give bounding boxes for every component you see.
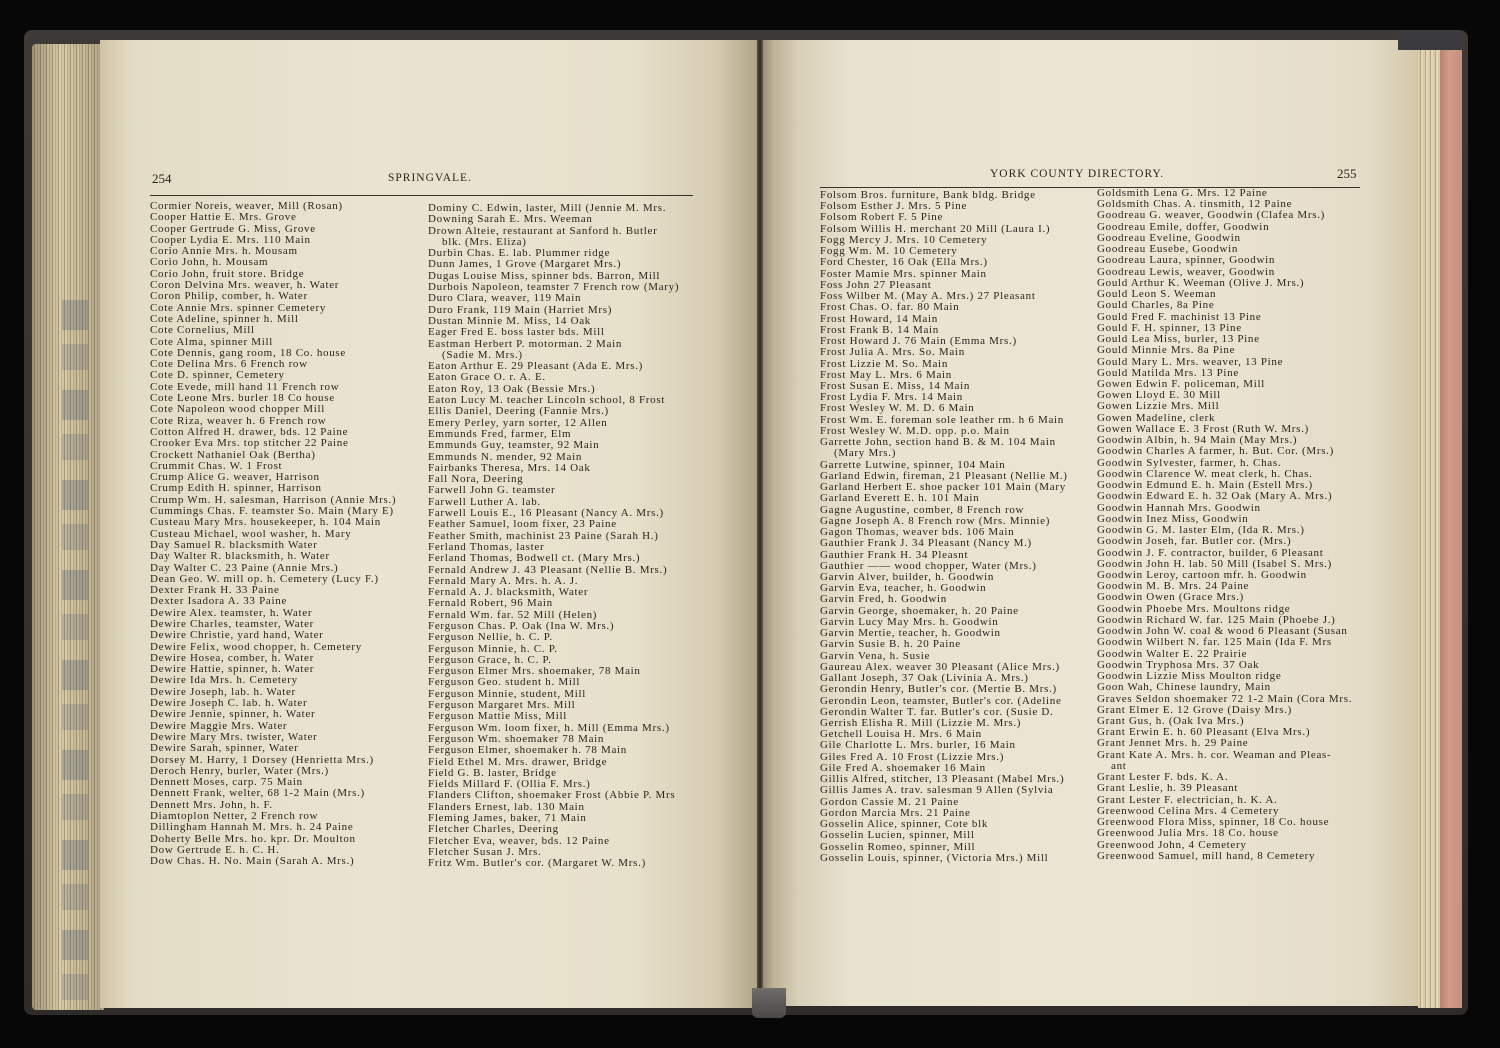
directory-entry: Fleming James, baker, 71 Main xyxy=(428,812,587,825)
directory-entry: Cote Evede, mill hand 11 French row xyxy=(150,380,340,393)
directory-entry: Gould Lea Miss, burler, 13 Pine xyxy=(1097,333,1260,346)
directory-entry: Garvin Alver, builder, h. Goodwin xyxy=(820,570,995,583)
directory-entry: Flanders Ernest, lab. 130 Main xyxy=(428,800,585,813)
directory-entry: Fritz Wm. Butler's cor. (Margaret W. Mrs.) xyxy=(428,857,646,870)
directory-entry: Goodwin Richard W. far. 125 Main (Phoebe J.) xyxy=(1097,613,1336,626)
directory-entry: Dewire Charles, teamster, Water xyxy=(150,617,315,630)
directory-entry: Cote Adeline, spinner h. Mill xyxy=(150,312,299,325)
directory-entry: Cote Annie Mrs. spinner Cemetery xyxy=(150,301,327,314)
directory-entry: Giles Fred A. 10 Frost (Lizzie Mrs.) xyxy=(820,750,1005,763)
directory-entry: Emery Perley, yarn sorter, 12 Allen xyxy=(428,416,608,429)
directory-entry: Goodwin John H. lab. 50 Mill (Isabel S. Mrs.) xyxy=(1097,557,1332,570)
directory-entry: Frost Chas. O. far. 80 Main xyxy=(820,301,960,314)
directory-entry: Ferguson Wm. shoemaker 78 Main xyxy=(428,732,605,745)
directory-entry: Crummit Chas. W. 1 Frost xyxy=(150,459,283,472)
directory-entry: Gosselin Romeo, spinner, Mill xyxy=(820,840,976,853)
directory-column-right-1 xyxy=(820,190,1090,866)
directory-entry: Gowen Lloyd E. 30 Mill xyxy=(1097,389,1221,402)
directory-entry: Garvin Fred, h. Goodwin xyxy=(820,593,948,606)
directory-entry: Garrette Lutwine, spinner, 104 Main xyxy=(820,458,1006,471)
directory-entry: Feather Samuel, loom fixer, 23 Paine xyxy=(428,518,617,531)
directory-entry: Frost Howard J. 76 Main (Emma Mrs.) xyxy=(820,335,1017,348)
directory-column-left-1 xyxy=(150,201,422,871)
cover-edge xyxy=(1440,48,1462,1008)
directory-entry: Dominy C. Edwin, laster, Mill (Jennie M. Mrs. xyxy=(428,203,667,214)
directory-entry: Goldsmith Chas. A. tinsmith, 12 Paine xyxy=(1097,198,1293,211)
directory-entry: Goodwin J. F. contractor, builder, 6 Pleasant xyxy=(1097,546,1324,559)
directory-entry: Grant Lester F. electrician, h. K. A. xyxy=(1097,793,1278,806)
directory-entry: Frost Julia A. Mrs. So. Main xyxy=(820,346,965,359)
directory-entry: Dorsey M. Harry, 1 Dorsey (Henrietta Mrs.) xyxy=(150,753,374,766)
directory-entry: Corio Annie Mrs. h. Mousam xyxy=(150,245,298,258)
directory-entry: Gerondin Leon, teamster, Butler's cor. (Adeline xyxy=(820,694,1062,707)
directory-entry: Gile Charlotte L. Mrs. burler, 16 Main xyxy=(820,739,1016,752)
directory-entry: Garvin Eva, teacher, h. Goodwin xyxy=(820,582,987,595)
directory-entry: Frost Howard, 14 Main xyxy=(820,312,938,325)
directory-entry: Gordon Cassie M. 21 Paine xyxy=(820,795,959,808)
directory-entry: Coron Delvina Mrs. weaver, h. Water xyxy=(150,279,340,292)
directory-entry: Fields Millard F. (Ollia F. Mrs.) xyxy=(428,778,591,791)
bookmark-ribbon xyxy=(752,988,786,1018)
directory-entry: Goodwin Sylvester, farmer, h. Chas. xyxy=(1097,456,1282,469)
directory-entry: Ferguson Geo. student h. Mill xyxy=(428,676,581,689)
directory-entry: Gosselin Louis, spinner, (Victoria Mrs.) Mill xyxy=(820,851,1049,864)
directory-entry: Dewire Joseph, lab. h. Water xyxy=(150,685,296,698)
directory-entry: Goodreau Eusebe, Goodwin xyxy=(1097,243,1239,256)
directory-entry: Fletcher Eva, weaver, bds. 12 Paine xyxy=(428,834,610,847)
directory-entry: Cote Napoleon wood chopper Mill xyxy=(150,403,326,416)
directory-entry: Grant Erwin E. h. 60 Pleasant (Elva Mrs.) xyxy=(1097,726,1311,739)
directory-entry: Gowen Madeline, clerk xyxy=(1097,411,1216,424)
directory-entry: Ellis Daniel, Deering (Fannie Mrs.) xyxy=(428,405,609,418)
directory-entry: Goldsmith Lena G. Mrs. 12 Paine xyxy=(1097,188,1268,199)
directory-entry: Frost May L. Mrs. 6 Main xyxy=(820,368,952,381)
directory-entry: Cote D. spinner, Cemetery xyxy=(150,369,285,382)
directory-entry: Cummings Chas. F. teamster So. Main (Mary E) xyxy=(150,505,394,518)
directory-entry: Dunn James, 1 Grove (Margaret Mrs.) xyxy=(428,258,622,271)
directory-entry: Frost Wm. E. foreman sole leather rm. h 6 Main xyxy=(820,413,1065,426)
directory-column-left-2 xyxy=(428,203,696,871)
directory-entry: Goon Wah, Chinese laundry, Main xyxy=(1097,681,1271,694)
directory-entry: Frost Lydia F. Mrs. 14 Main xyxy=(820,391,963,404)
directory-entry: Goodwin Walter E. 22 Prairie xyxy=(1097,647,1248,660)
directory-entry: Dewire Felix, wood chopper, h. Cemetery xyxy=(150,640,362,653)
directory-entry: Foss John 27 Pleasant xyxy=(820,278,932,291)
directory-entry: Dewire Mary Mrs. twister, Water xyxy=(150,730,318,743)
directory-entry: Ferguson Wm. loom fixer, h. Mill (Emma Mrs.) xyxy=(428,721,670,734)
directory-entry: Durbin Chas. E. lab. Plummer ridge xyxy=(428,247,611,260)
directory-entry: Dewire Sarah, spinner, Water xyxy=(150,742,299,755)
directory-entry: Garvin Lucy May Mrs. h. Goodwin xyxy=(820,615,999,628)
directory-entry: Goodreau Lewis, weaver, Goodwin xyxy=(1097,265,1275,278)
directory-entry: Fernald Mary A. Mrs. h. A. J. xyxy=(428,574,579,587)
directory-entry: Diamtoplon Netter, 2 French row xyxy=(150,810,319,823)
directory-entry: Gowen Lizzie Mrs. Mill xyxy=(1097,400,1220,413)
directory-entry: Greenwood John, 4 Cemetery xyxy=(1097,838,1247,851)
directory-entry: Fletcher Charles, Deering xyxy=(428,823,559,836)
directory-entry: Gerondin Henry, Butler's cor. (Mertie B. Mrs.) xyxy=(820,683,1057,696)
directory-entry: Garvin Susie B. h. 20 Paine xyxy=(820,638,961,651)
directory-entry: Fairbanks Theresa, Mrs. 14 Oak xyxy=(428,461,591,474)
directory-entry: Fletcher Susan J. Mrs. xyxy=(428,845,542,858)
directory-entry: Frost Lizzie M. So. Main xyxy=(820,357,949,370)
directory-entry: Folsom Esther J. Mrs. 5 Pine xyxy=(820,200,968,213)
directory-entry: Frost Wesley W. M.D. opp. p.o. Main xyxy=(820,424,1010,437)
directory-entry: Dow Chas. H. No. Main (Sarah A. Mrs.) xyxy=(150,855,355,868)
directory-entry: Goodwin Leroy, cartoon mfr. h. Goodwin xyxy=(1097,568,1307,581)
directory-entry: Frost Frank B. 14 Main xyxy=(820,323,939,336)
directory-entry: Cormier Noreis, weaver, Mill (Rosan) xyxy=(150,201,343,212)
directory-entry: (Mary Mrs.) xyxy=(834,447,897,460)
directory-entry: Durbois Napoleon, teamster 7 French row (Mary) xyxy=(428,281,680,294)
directory-entry: Goodwin Edmund E. h. Main (Estell Mrs.) xyxy=(1097,479,1313,492)
directory-entry: Goodreau Laura, spinner, Goodwin xyxy=(1097,254,1276,267)
directory-entry: Gagne Joseph A. 8 French row (Mrs. Minnie) xyxy=(820,514,1051,527)
page-number-right: 255 xyxy=(1337,166,1357,181)
directory-entry: Fernald A. J. blacksmith, Water xyxy=(428,586,589,599)
directory-entry: Gillis James A. trav. salesman 9 Allen (Sylvia xyxy=(820,784,1054,797)
directory-entry: Feather Smith, machinist 23 Paine (Sarah H.) xyxy=(428,529,659,542)
directory-entry: (Sadie M. Mrs.) xyxy=(442,348,523,361)
directory-entry: Duro Clara, weaver, 119 Main xyxy=(428,292,582,305)
directory-entry: Graves Seldon shoemaker 72 1-2 Main (Cora Mrs. xyxy=(1097,692,1353,705)
directory-entry: Goodreau G. weaver, Goodwin (Clafea Mrs.) xyxy=(1097,209,1326,222)
directory-entry: Emmunds Guy, teamster, 92 Main xyxy=(428,439,600,452)
directory-entry: Frost Wesley W. M. D. 6 Main xyxy=(820,402,975,415)
directory-entry: Eaton Grace O. r. A. E. xyxy=(428,371,546,384)
directory-entry: Garvin Mertie, teacher, h. Goodwin xyxy=(820,627,1001,640)
directory-entry: Foster Mamie Mrs. spinner Main xyxy=(820,267,987,280)
directory-entry: Garvin George, shoemaker, h. 20 Paine xyxy=(820,604,1019,617)
directory-entry: Dewire Alex. teamster, h. Water xyxy=(150,606,313,619)
directory-entry: Goodwin Edward E. h. 32 Oak (Mary A. Mrs.) xyxy=(1097,490,1333,503)
directory-entry: Gile Fred A. shoemaker 16 Main xyxy=(820,761,986,774)
directory-entry: Farwell Luther A. lab. xyxy=(428,495,541,508)
cover-corner xyxy=(1398,30,1462,50)
directory-entry: Grant Leslie, h. 39 Pleasant xyxy=(1097,782,1239,795)
directory-entry: Gould Fred F. machinist 13 Pine xyxy=(1097,310,1262,323)
directory-entry: Crump Alice G. weaver, Harrison xyxy=(150,471,320,484)
directory-entry: Deroch Henry, burler, Water (Mrs.) xyxy=(150,764,329,777)
book-gutter xyxy=(757,40,763,1008)
directory-entry: Cooper Lydia E. Mrs. 110 Main xyxy=(150,233,311,246)
directory-entry: Folsom Robert F. 5 Pine xyxy=(820,211,944,224)
directory-entry: Duro Frank, 119 Main (Harriet Mrs) xyxy=(428,303,613,316)
running-head-right: YORK COUNTY DIRECTORY. xyxy=(990,168,1165,180)
directory-entry: Foss Wilber M. (May A. Mrs.) 27 Pleasant xyxy=(820,290,1036,303)
directory-entry: Goodreau Emile, doffer, Goodwin xyxy=(1097,220,1270,233)
directory-entry: Ferguson Minnie, h. C. P. xyxy=(428,642,558,655)
directory-entry: Goodwin Joseh, far. Butler cor. (Mrs.) xyxy=(1097,535,1292,548)
directory-entry: Day Walter R. blacksmith, h. Water xyxy=(150,550,330,563)
directory-entry: Dewire Jennie, spinner, h. Water xyxy=(150,708,316,721)
directory-entry: Dustan Minnie M. Miss, 14 Oak xyxy=(428,314,591,327)
directory-entry: Fernald Robert, 96 Main xyxy=(428,597,553,610)
directory-entry: Emmunds N. mender, 92 Main xyxy=(428,450,583,463)
directory-entry: Dennett Mrs. John, h. F. xyxy=(150,798,273,811)
directory-entry: Gould Leon S. Weeman xyxy=(1097,288,1217,301)
directory-entry: Fernald Andrew J. 43 Pleasant (Nellie B. Mrs.) xyxy=(428,563,668,576)
directory-entry: Fogg Wm. M. 10 Cemetery xyxy=(820,245,958,258)
directory-entry: Cote Alma, spinner Mill xyxy=(150,335,274,348)
directory-entry: Ferguson Chas. P. Oak (Ina W. Mrs.) xyxy=(428,619,615,632)
directory-entry: Grant Lester F. bds. K. A. xyxy=(1097,771,1229,784)
directory-entry: Emmunds Fred, farmer, Elm xyxy=(428,427,572,440)
directory-entry: Downing Sarah E. Mrs. Weeman xyxy=(428,213,593,226)
directory-entry: Gould F. H. spinner, 13 Pine xyxy=(1097,321,1242,334)
directory-entry: Gauthier —— wood chopper, Water (Mrs.) xyxy=(820,559,1037,572)
directory-column-right-2 xyxy=(1097,188,1359,866)
directory-entry: Ferguson Mattie Miss, Mill xyxy=(428,710,568,723)
directory-entry: Goodwin Lizzie Miss Moulton ridge xyxy=(1097,670,1282,683)
directory-entry: Dexter Frank H. 33 Paine xyxy=(150,584,280,597)
page-number-left: 254 xyxy=(152,171,172,186)
directory-entry: Goodwin Charles A farmer, h. But. Cor. (Mrs.) xyxy=(1097,445,1334,458)
directory-entry: Dennett Moses, carp. 75 Main xyxy=(150,776,303,789)
directory-entry: Gerrish Elisha R. Mill (Lizzie M. Mrs.) xyxy=(820,717,1022,730)
directory-entry: Ferguson Minnie, student, Mill xyxy=(428,687,586,700)
directory-entry: Ford Chester, 16 Oak (Ella Mrs.) xyxy=(820,256,988,269)
directory-entry: Crump Wm. H. salesman, Harrison (Annie Mrs.) xyxy=(150,493,397,506)
directory-entry: Cotton Alfred H. drawer, bds. 12 Paine xyxy=(150,425,349,438)
directory-entry: Gordon Marcia Mrs. 21 Paine xyxy=(820,806,971,819)
directory-entry: Folsom Willis H. merchant 20 Mill (Laura I.) xyxy=(820,222,1051,235)
directory-entry: Day Samuel R. blacksmith Water xyxy=(150,538,318,551)
directory-entry: Cote Delina Mrs. 6 French row xyxy=(150,358,308,371)
directory-entry: Gallant Joseph, 37 Oak (Livinia A. Mrs.) xyxy=(820,672,1029,685)
directory-entry: Ferguson Grace, h. C. P. xyxy=(428,653,552,666)
directory-entry: Cooper Hattie E. Mrs. Grove xyxy=(150,211,297,224)
directory-entry: Gosselin Lucien, spinner, Mill xyxy=(820,829,975,842)
directory-entry: Grant Kate A. Mrs. h. cor. Weaman and Pleas- xyxy=(1097,748,1332,761)
directory-entry: Garrette John, section hand B. & M. 104 Main xyxy=(820,436,1056,449)
directory-entry: Goodwin Phoebe Mrs. Moultons ridge xyxy=(1097,602,1291,615)
directory-entry: Field G. B. laster, Bridge xyxy=(428,766,557,779)
directory-entry: Ferguson Elmer Mrs. shoemaker, 78 Main xyxy=(428,665,641,678)
header-rule-left xyxy=(150,195,693,196)
directory-entry: Dexter Isadora A. 33 Paine xyxy=(150,595,288,608)
directory-entry: Drown Alteie, restaurant at Sanford h. Butler xyxy=(428,224,658,237)
directory-entry: Getchell Louisa H. Mrs. 6 Main xyxy=(820,728,982,741)
fore-edge-print xyxy=(62,300,88,1000)
directory-entry: Goodwin M. B. Mrs. 24 Paine xyxy=(1097,580,1250,593)
page-block-right-edge xyxy=(1418,46,1442,1008)
directory-entry: Eaton Lucy M. teacher Lincoln school, 8 Frost xyxy=(428,394,666,407)
directory-entry: Fogg Mercy J. Mrs. 10 Cemetery xyxy=(820,233,988,246)
directory-entry: Cote Dennis, gang room, 18 Co. house xyxy=(150,346,346,359)
directory-entry: Gauthier Frank J. 34 Pleasant (Nancy M.) xyxy=(820,537,1032,550)
directory-entry: Goodwin Owen (Grace Mrs.) xyxy=(1097,591,1245,604)
directory-entry: Ferland Thomas, Bodwell ct. (Mary Mrs.) xyxy=(428,552,641,565)
directory-entry: Dewire Christie, yard hand, Water xyxy=(150,629,324,642)
directory-entry: Ferguson Margaret Mrs. Mill xyxy=(428,699,576,712)
directory-entry: Grant Gus, h. (Oak Iva Mrs.) xyxy=(1097,715,1245,728)
directory-entry: Gagon Thomas, weaver bds. 106 Main xyxy=(820,526,1015,539)
directory-entry: Day Walter C. 23 Paine (Annie Mrs.) xyxy=(150,561,339,574)
directory-entry: Gaureau Alex. weaver 30 Pleasant (Alice Mrs.) xyxy=(820,660,1060,673)
directory-entry: Fall Nora, Deering xyxy=(428,473,524,486)
directory-entry: Eager Fred E. boss laster bds. Mill xyxy=(428,326,605,339)
running-head-left: SPRINGVALE. xyxy=(388,172,472,184)
directory-entry: Dewire Maggie Mrs. Water xyxy=(150,719,288,732)
directory-entry: Cote Cornelius, Mill xyxy=(150,324,255,337)
directory-entry: Goodwin G. M. laster Elm, (Ida R. Mrs.) xyxy=(1097,524,1305,537)
directory-entry: Garland Herbert E. shoe packer 101 Main (Mary xyxy=(820,481,1066,494)
directory-entry: Goodwin Clarence W. meat clerk, h. Chas. xyxy=(1097,467,1313,480)
directory-entry: Frost Susan E. Miss, 14 Main xyxy=(820,379,971,392)
directory-entry: Gould Minnie Mrs. 8a Pine xyxy=(1097,344,1236,357)
directory-entry: Field Ethel M. Mrs. drawer, Bridge xyxy=(428,755,608,768)
directory-entry: Dewire Hosea, comber, h. Water xyxy=(150,651,314,664)
directory-entry: Garland Edwin, fireman, 21 Pleasant (Nellie M.) xyxy=(820,469,1068,482)
directory-entry: Folsom Bros. furniture, Bank bldg. Bridge xyxy=(820,190,1036,201)
directory-entry: Dennett Frank, welter, 68 1-2 Main (Mrs.) xyxy=(150,787,365,800)
directory-entry: Goodwin Inez Miss, Goodwin xyxy=(1097,512,1249,525)
directory-entry: Gowen Wallace E. 3 Frost (Ruth W. Mrs.) xyxy=(1097,422,1309,435)
directory-entry: Cote Riza, weaver h. 6 French row xyxy=(150,414,327,427)
directory-entry: Garvin Vena, h. Susie xyxy=(820,649,931,662)
directory-entry: Gould Mary L. Mrs. weaver, 13 Pine xyxy=(1097,355,1284,368)
directory-entry: Gould Arthur K. Weeman (Olive J. Mrs.) xyxy=(1097,276,1305,289)
directory-entry: Goodwin Albin, h. 94 Main (May Mrs.) xyxy=(1097,434,1298,447)
directory-entry: Goodwin Wilbert N. far. 125 Main (Ida F. Mrs xyxy=(1097,636,1332,649)
directory-entry: Gould Matilda Mrs. 13 Pine xyxy=(1097,366,1239,379)
directory-entry: Crooker Eva Mrs. top stitcher 22 Paine xyxy=(150,437,349,450)
directory-entry: Greenwood Julia Mrs. 18 Co. house xyxy=(1097,827,1279,840)
directory-entry: Goodreau Eveline, Goodwin xyxy=(1097,231,1241,244)
directory-entry: Greenwood Flora Miss, spinner, 18 Co. house xyxy=(1097,816,1330,829)
directory-entry: Gauthier Frank H. 34 Pleasnt xyxy=(820,548,969,561)
directory-entry: Custeau Mary Mrs. housekeeper, h. 104 Main xyxy=(150,516,381,529)
directory-entry: Coron Philip, comber, h. Water xyxy=(150,290,308,303)
directory-entry: Greenwood Celina Mrs. 4 Cemetery xyxy=(1097,804,1280,817)
directory-entry: Garland Everett E. h. 101 Main xyxy=(820,492,980,505)
directory-entry: Doherty Belle Mrs. ho. kpr. Dr. Moulton xyxy=(150,832,356,845)
directory-entry: Grant Elmer E. 12 Grove (Daisy Mrs.) xyxy=(1097,703,1293,716)
directory-entry: Grant Jennet Mrs. h. 29 Paine xyxy=(1097,737,1249,750)
directory-entry: Dillingham Hannah M. Mrs. h. 24 Paine xyxy=(150,821,354,834)
directory-entry: Dewire Joseph C. lab. h. Water xyxy=(150,697,308,710)
directory-entry: Corio John, fruit store. Bridge xyxy=(150,267,305,280)
directory-entry: Ferguson Nellie, h. C. P. xyxy=(428,631,553,644)
directory-entry: Gosselin Alice, spinner, Cote blk xyxy=(820,818,989,831)
directory-entry: Ferguson Elmer, shoemaker h. 78 Main xyxy=(428,744,627,757)
directory-entry: Gowen Edwin F. policeman, Mill xyxy=(1097,377,1265,390)
directory-entry: Goodwin Tryphosa Mrs. 37 Oak xyxy=(1097,658,1260,671)
directory-entry: Crockett Nathaniel Oak (Bertha) xyxy=(150,448,316,461)
directory-entry: Gerondin Walter T. far. Butler's cor. (Susie D. xyxy=(820,705,1054,718)
directory-entry: Dow Gertrude E. h. C. H. xyxy=(150,843,280,856)
directory-entry: Eaton Roy, 13 Oak (Bessie Mrs.) xyxy=(428,382,596,395)
directory-entry: Custeau Michael, wool washer, h. Mary xyxy=(150,527,352,540)
directory-entry: Gillis Alfred, stitcher, 13 Pleasant (Mabel Mrs.) xyxy=(820,773,1065,786)
directory-entry: Eaton Arthur E. 29 Pleasant (Ada E. Mrs.) xyxy=(428,360,644,373)
directory-entry: Flanders Clifton, shoemaker Frost (Abbie P. Mrs xyxy=(428,789,676,802)
directory-entry: ant xyxy=(1111,759,1127,772)
directory-entry: Goodwin Hannah Mrs. Goodwin xyxy=(1097,501,1261,514)
directory-entry: Dugas Louise Miss, spinner bds. Barron, Mill xyxy=(428,269,661,282)
directory-entry: Gould Charles, 8a Pine xyxy=(1097,299,1215,312)
directory-entry: blk. (Mrs. Eliza) xyxy=(442,235,527,248)
directory-entry: Eastman Herbert P. motorman. 2 Main xyxy=(428,337,623,350)
directory-entry: Ferland Thomas, laster xyxy=(428,540,545,553)
directory-entry: Cooper Gertrude G. Miss, Grove xyxy=(150,222,316,235)
directory-entry: Dewire Hattie, spinner, h. Water xyxy=(150,663,315,676)
directory-entry: Farwell Louis E., 16 Pleasant (Nancy A. Mrs.) xyxy=(428,507,664,520)
directory-entry: Dewire Ida Mrs. h. Cemetery xyxy=(150,674,298,687)
directory-entry: Cote Leone Mrs. burler 18 Co house xyxy=(150,392,335,405)
directory-entry: Fernald Wm. far. 52 Mill (Helen) xyxy=(428,608,598,621)
directory-entry: Greenwood Samuel, mill hand, 8 Cemetery xyxy=(1097,849,1316,862)
directory-entry: Farwell John G. teamster xyxy=(428,484,556,497)
directory-entry: Goodwin John W. coal & wood 6 Pleasant (Susan xyxy=(1097,625,1348,638)
directory-entry: Dean Geo. W. mill op. h. Cemetery (Lucy F.) xyxy=(150,572,379,585)
directory-entry: Crump Edith H. spinner, Harrison xyxy=(150,482,322,495)
directory-entry: Gagne Augustine, comber, 8 French row xyxy=(820,503,1025,516)
directory-entry: Corio John, h. Mousam xyxy=(150,256,269,269)
